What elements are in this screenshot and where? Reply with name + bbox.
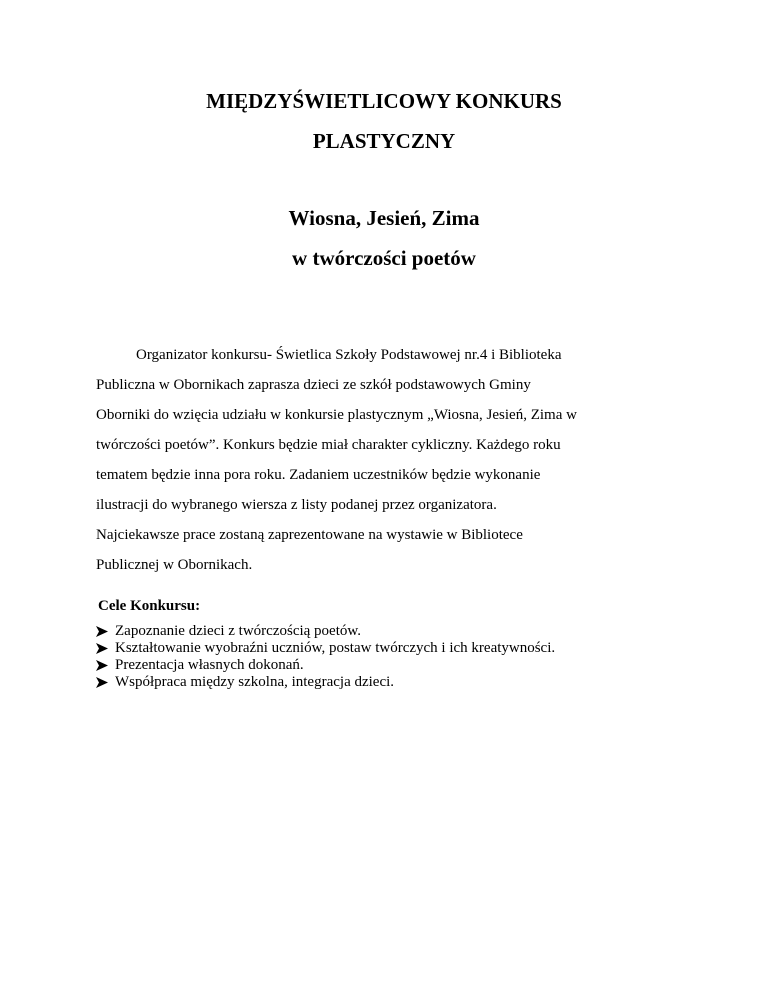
list-item (96, 640, 555, 657)
paragraph-line: Najciekawsze prace zostaną zaprezentowane na wystawie w Bibliotece (96, 527, 523, 543)
arrowhead-bullet-icon (96, 677, 108, 688)
list-item (96, 657, 555, 674)
document-title-line-2: PLASTYCZNY (312, 129, 456, 153)
arrowhead-bullet-icon (96, 643, 108, 654)
goal-text: Kształtowanie wyobraźni uczniów, postaw twórczych i ich kreatywności. (115, 640, 556, 656)
arrowhead-bullet-icon (96, 660, 108, 671)
intro-paragraph (96, 340, 676, 580)
goal-text: Prezentacja własnych dokonań. (115, 657, 304, 673)
document-subtitle-line-2: w twórczości poetów (292, 246, 476, 270)
goals-list (96, 623, 555, 691)
goals-heading: Cele Konkursu: (98, 598, 201, 614)
paragraph-line: Oborniki do wzięcia udziału w konkursie plastycznym „Wiosna, Jesień, Zima w (96, 407, 577, 423)
paragraph-line: twórczości poetów”. Konkurs będzie miał charakter cykliczny. Każdego roku (96, 437, 561, 453)
paragraph-line: ilustracji do wybranego wiersza z listy podanej przez organizatora. (96, 497, 497, 513)
paragraph-line: Publiczna w Obornikach zaprasza dzieci ze szkół podstawowych Gminy (96, 377, 531, 393)
list-item (96, 674, 555, 691)
paragraph-line: tematem będzie inna pora roku. Zadaniem uczestników będzie wykonanie (96, 467, 541, 483)
paragraph-line: Publicznej w Obornikach. (96, 557, 253, 573)
goal-text: Zapoznanie dzieci z twórczością poetów. (115, 623, 361, 639)
document-title-line-1: MIĘDZYŚWIETLICOWY KONKURS (206, 89, 562, 113)
arrowhead-bullet-icon (96, 626, 108, 637)
paragraph-line: Organizator konkursu- Świetlica Szkoły Podstawowej nr.4 i Biblioteka (136, 347, 562, 363)
goal-text: Współpraca między szkolna, integracja dzieci. (115, 674, 395, 690)
list-item (96, 623, 555, 640)
document-subtitle-line-1: Wiosna, Jesień, Zima (288, 206, 480, 230)
